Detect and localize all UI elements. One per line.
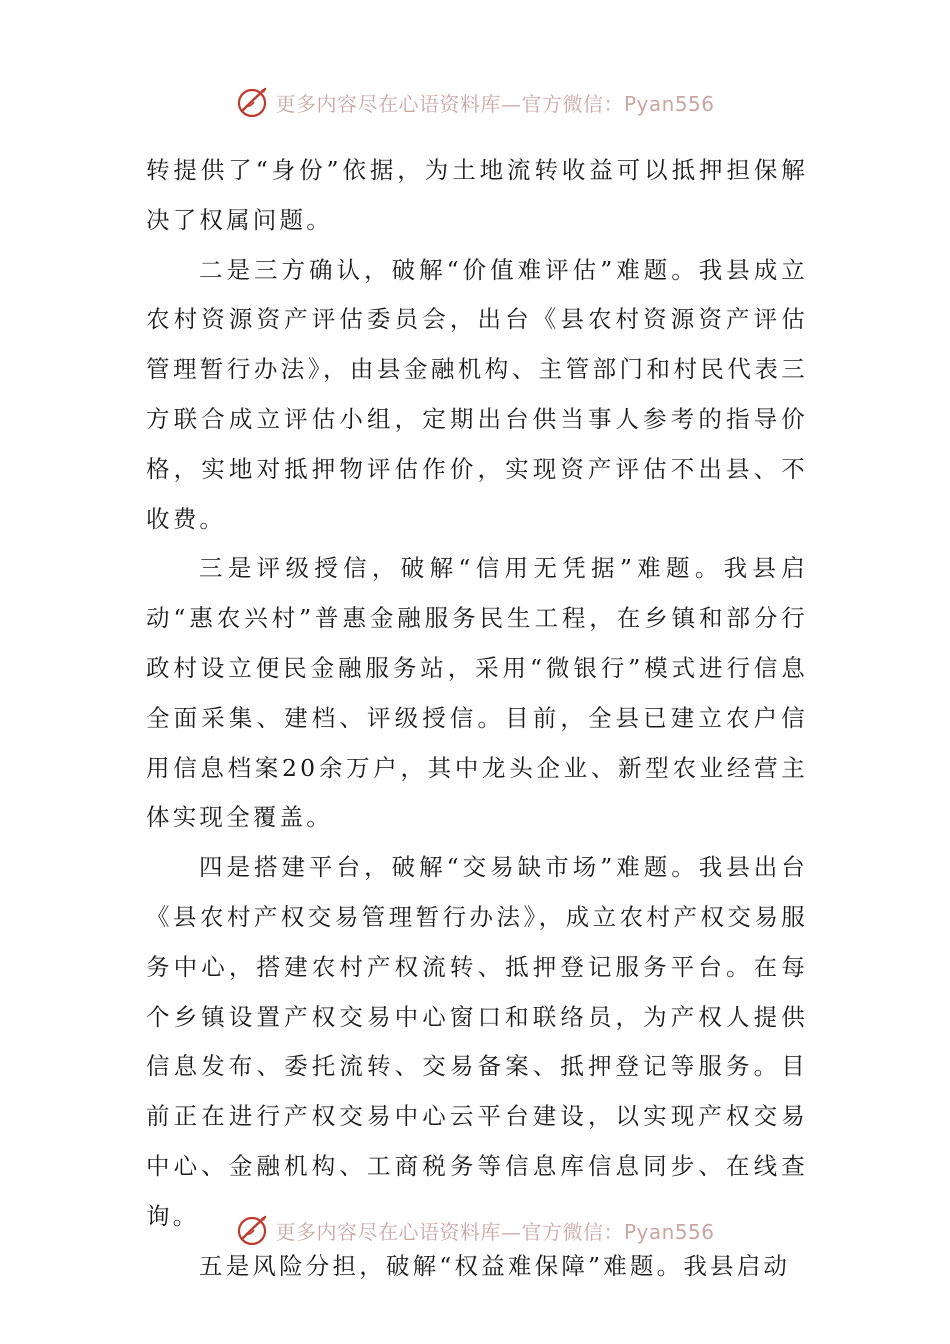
pen-logo-icon <box>235 1212 271 1248</box>
paragraph-4: 四是搭建平台，破解“交易缺市场”难题。我县出台《县农村产权交易管理暂行办法》，成立农村产权交易服务中心，搭建农村产权流转、抵押登记服务平台。在每个乡镇设置产权交易中心窗口和联络员，为产权人提供信息发布、委托流转、交易备案、抵押登记等服务。目前正在进行产权交易中心云平台建设，以实现产权交易中心、金融机构、工商税务等信息库信息同步、在线查询。 <box>146 853 808 1230</box>
footer-watermark <box>0 1210 950 1250</box>
paragraph-2: 二是三方确认，破解“价值难评估”难题。我县成立农村资源资产评估委员会，出台《县农村资源资产评估管理暂行办法》，由县金融机构、主管部门和村民代表三方联合成立评估小组，定期出台供当事人参考的指导价格，实地对抵押物评估作价，实现资产评估不出县、不收费。 <box>146 255 808 533</box>
watermark-wechat-id: Pyan556 <box>623 91 715 116</box>
header-watermark <box>0 82 950 122</box>
watermark-text: 更多内容尽在心语资料库—官方微信：Pyan556 <box>275 91 715 116</box>
watermark-wechat-id: Pyan556 <box>623 1219 715 1244</box>
document-body <box>146 146 808 1291</box>
paragraph-3: 三是评级授信，破解“信用无凭据”难题。我县启动“惠农兴村”普惠金融服务民生工程，在乡镇和部分行政村设立便民金融服务站，采用“微银行”模式进行信息全面采集、建档、评级授信。目前，全县已建立农户信用信息档案20余万户，其中龙头企业、新型农业经营主体实现全覆盖。 <box>146 554 808 832</box>
watermark-text: 更多内容尽在心语资料库—官方微信：Pyan556 <box>275 1219 715 1244</box>
paragraph-1: 转提供了“身份”依据，为土地流转收益可以抵押担保解决了权属问题。 <box>146 156 808 234</box>
pen-logo-icon <box>235 84 271 120</box>
paragraph-5: 五是风险分担，破解“权益难保障”难题。我县启动 <box>199 1251 791 1280</box>
